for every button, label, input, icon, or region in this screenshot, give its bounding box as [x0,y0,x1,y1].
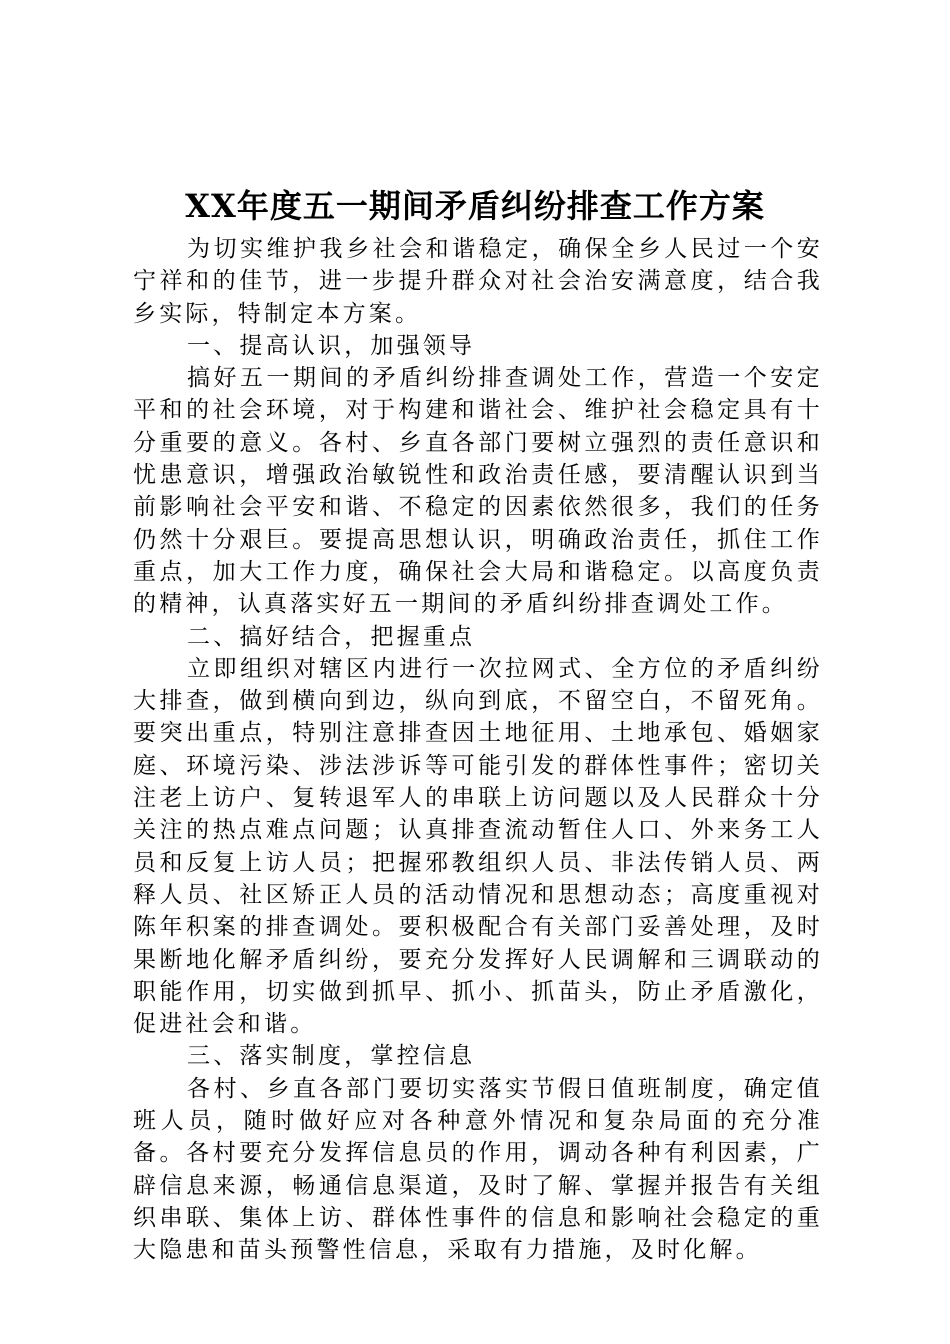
section-heading-3: 三、落实制度，掌控信息 [187,1043,476,1070]
section-heading-1: 一、提高认识，加强领导 [187,332,476,359]
section-body-2: 立即组织对辖区内进行一次拉网式、全方位的矛盾纠纷大排查，做到横向到边，纵向到底，不留空白，不留死角。要突出重点，特别注意排查因土地征用、土地承包、婚姻家庭、环境污染、涉法涉诉等可能引发的群体性事件；密切关注老上访户、复转退军人的串联上访问题以及人民群众十分关注的热点难点问题；认真排查流动暂住人口、外来务工人员和反复上访人员；把握邪教组织人员、非法传销人员、两释人员、社区矫正人员的活动情况和思想动态；高度重视对陈年积案的排查调处。要积极配合有关部门妥善处理，及时果断地化解矛盾纠纷，要充分发挥好人民调解和三调联动的职能作用，切实做到抓早、抓小、抓苗头，防止矛盾激化，促进社会和谐。 [133,655,823,1038]
document-body [133,233,823,1267]
intro-paragraph: 为切实维护我乡社会和谐稳定，确保全乡人民过一个安宁祥和的佳节，进一步提升群众对社会治安满意度，结合我乡实际，特制定本方案。 [133,236,823,327]
section-body-1: 搞好五一期间的矛盾纠纷排查调处工作，营造一个安定平和的社会环境，对于构建和谐社会、维护社会稳定具有十分重要的意义。各村、乡直各部门要树立强烈的责任意识和忧患意识，增强政治敏锐性和政治责任感，要清醒认识到当前影响社会平安和谐、不稳定的因素依然很多，我们的任务仍然十分艰巨。要提高思想认识，明确政治责任，抓住工作重点，加大工作力度，确保社会大局和谐稳定。以高度负责的精神，认真落实好五一期间的矛盾纠纷排查调处工作。 [133,365,823,618]
section-body-3: 各村、乡直各部门要切实落实节假日值班制度，确定值班人员，随时做好应对各种意外情况和复杂局面的充分准备。各村要充分发挥信息员的作用，调动各种有利因素，广辟信息来源，畅通信息渠道，及时了解、掌握并报告有关组织串联、集体上访、群体性事件的信息和影响社会稳定的重大隐患和苗头预警性信息，采取有力措施，及时化解。 [133,1075,823,1264]
document-title: XX年度五一期间矛盾纠纷排查工作方案 [185,187,765,225]
section-heading-2: 二、搞好结合，把握重点 [187,623,476,650]
